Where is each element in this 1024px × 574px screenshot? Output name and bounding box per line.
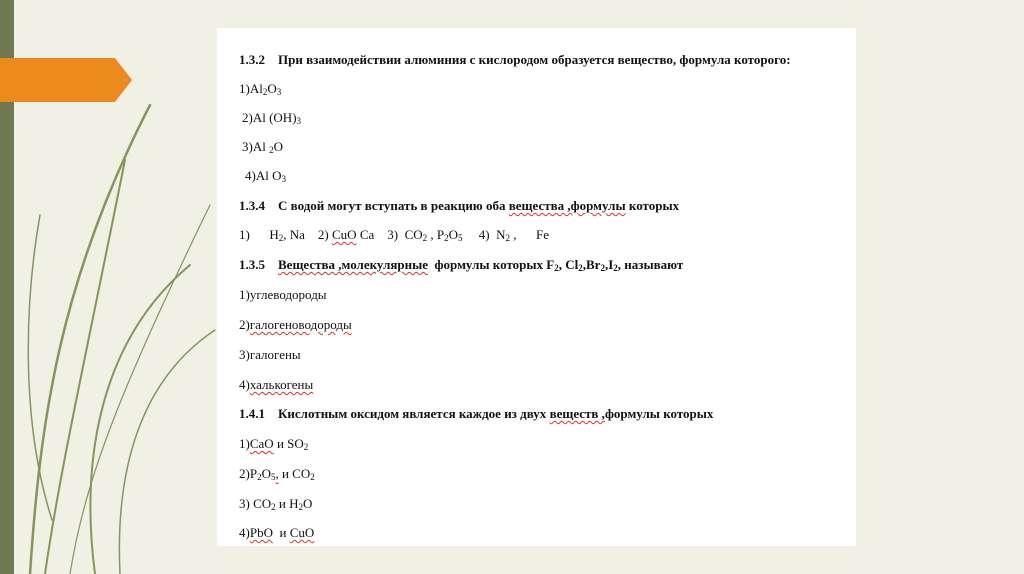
question-text: При взаимодействии алюминия с кислородом образуется вещество, формула которого: [278, 52, 791, 67]
grass-curves [28, 105, 215, 574]
option-2: 2)Al $(OH)_3$ [242, 110, 302, 126]
grass-curve-5 [119, 330, 215, 574]
option-1: $1)Al_2O_3$ [239, 81, 282, 97]
question-number: 1.3.4 [239, 198, 265, 213]
question-1-3-4: 1.3.4 С водой могут вступать в реакцию оба вещества ,формулы которых [239, 198, 680, 213]
question-1-4-1: 1.4.1 Кислотным оксидом является каждое из двух веществ ,формулы которых [239, 406, 714, 421]
orange-arrow-icon [0, 58, 132, 102]
grass-curve-3 [28, 215, 52, 520]
option-4: 4)Al $O_3$ [245, 168, 286, 184]
question-1-3-2 [239, 52, 791, 68]
option-1: 1)углеводороды [239, 287, 327, 302]
option-3: 3)Al $_2$O [242, 139, 283, 155]
document-page [217, 28, 856, 546]
question-1-3-5: 1.3.5 Вещества ,молекулярные формулы которых $F_2$, $Cl_2,Br_2,I_2$, называют [239, 257, 684, 273]
question-number: 1.3.5 [239, 257, 265, 272]
option-2: $2)P_2O_5$, и $CO_2$ [239, 466, 315, 482]
option-4: 4)халькогены [239, 377, 314, 392]
question-1-3-4-options: 1) $H_2$, Na 2) CuO Ca 3) $CO_2$ , $P_2O_5$ 4) $N_2$ , Fe [239, 227, 550, 243]
question-number: 1.4.1 [239, 406, 265, 421]
question-number: 1.3.2 [239, 52, 265, 67]
grass-curve-4 [90, 265, 190, 574]
option-1: 1)CaO и $SO_2$ [239, 436, 309, 452]
option-3: 3) $CO_2$ и $H_2O$ [239, 496, 313, 512]
option-4: 4)PbO и CuO [239, 525, 315, 540]
option-3: 3)галогены [239, 347, 301, 362]
option-2: 2)галогеноводороды [239, 317, 352, 332]
grass-curve-2 [45, 160, 125, 574]
